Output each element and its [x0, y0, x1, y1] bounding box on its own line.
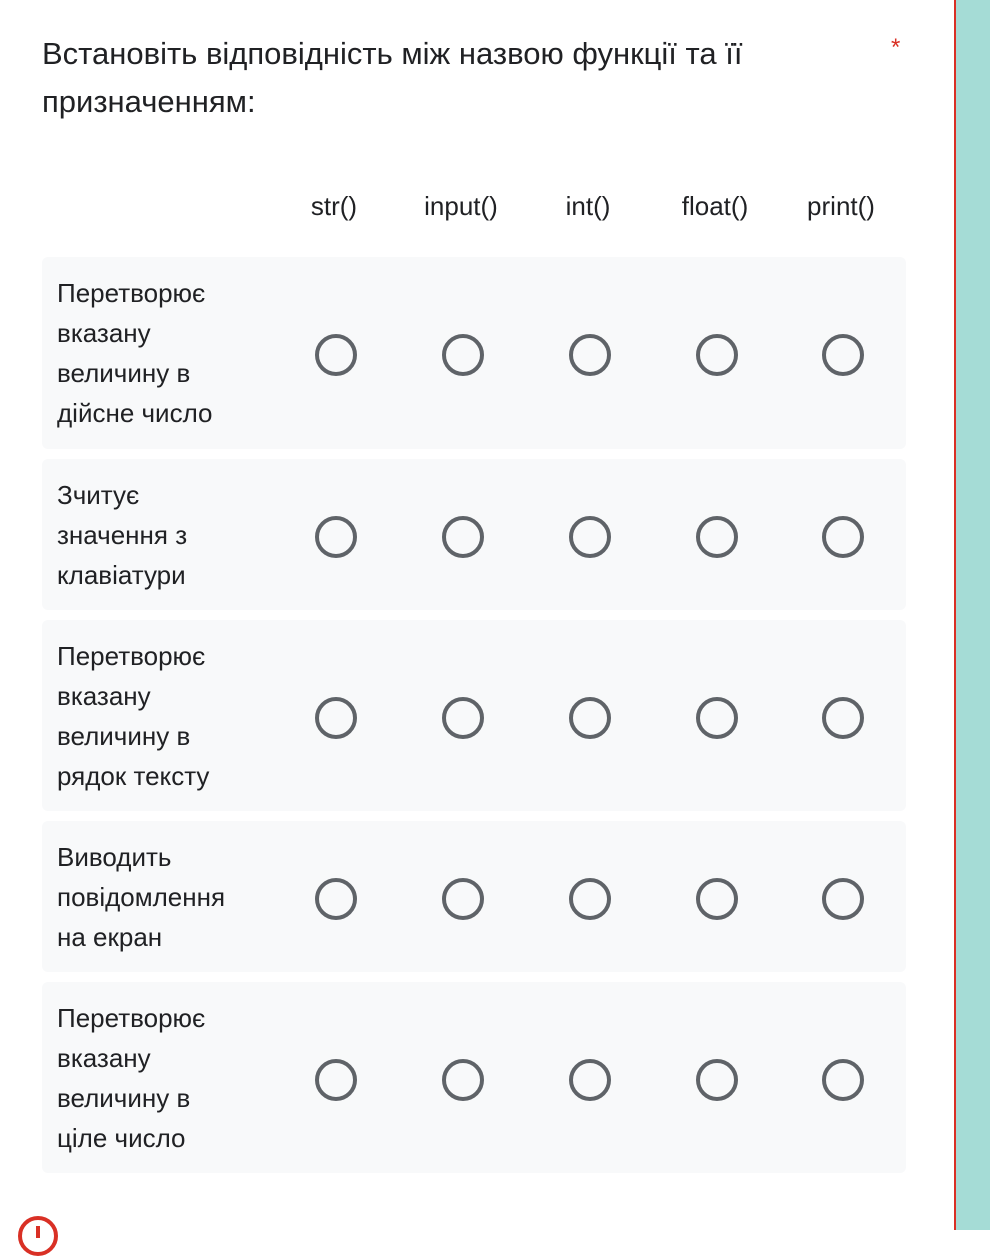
- row-label: Перетворює вказану величину в дійсне число: [57, 278, 213, 428]
- row-label: Перетворює вказану величину в ціле число: [57, 1002, 206, 1153]
- radio-row5-int[interactable]: [569, 1059, 611, 1101]
- alert-circle-icon: [18, 1216, 58, 1256]
- radio-row5-str[interactable]: [315, 1059, 357, 1101]
- column-header-float: float(): [681, 191, 749, 221]
- radio-row2-int[interactable]: [569, 516, 611, 558]
- radio-row4-float[interactable]: [696, 878, 738, 920]
- radio-row1-str[interactable]: [315, 334, 357, 376]
- row-label: Зчитує значення з клавіатури: [57, 479, 188, 590]
- column-header-print: print(): [807, 191, 875, 221]
- radio-row2-float[interactable]: [696, 516, 738, 558]
- column-header-int: int(): [565, 191, 611, 221]
- radio-row1-print[interactable]: [822, 334, 864, 376]
- radio-row3-input[interactable]: [442, 697, 484, 739]
- radio-row3-int[interactable]: [569, 697, 611, 739]
- radio-row4-str[interactable]: [315, 878, 357, 920]
- radio-row3-print[interactable]: [822, 697, 864, 739]
- radio-row1-int[interactable]: [569, 334, 611, 376]
- row-label: Виводить повідомлення на екран: [57, 841, 226, 952]
- radio-row3-str[interactable]: [315, 697, 357, 739]
- grid-row-int: [42, 982, 906, 1173]
- window-edge-strip: [954, 0, 990, 1230]
- radio-row4-print[interactable]: [822, 878, 864, 920]
- row-label: Перетворює вказану величину в рядок тексту: [57, 640, 210, 791]
- required-asterisk: *: [891, 34, 901, 61]
- radio-row1-input[interactable]: [442, 334, 484, 376]
- error-message: [118, 1220, 718, 1240]
- question-title: Встановіть відповідність між назвою функції та її призначенням:: [42, 36, 743, 119]
- radio-row1-float[interactable]: [696, 334, 738, 376]
- column-headers: [0, 186, 954, 226]
- radio-row2-input[interactable]: [442, 516, 484, 558]
- grid-row-print: [42, 821, 906, 972]
- radio-row3-float[interactable]: [696, 697, 738, 739]
- radio-row2-print[interactable]: [822, 516, 864, 558]
- radio-row5-float[interactable]: [696, 1059, 738, 1101]
- radio-row5-print[interactable]: [822, 1059, 864, 1101]
- grid-row-str: [42, 620, 906, 811]
- radio-row5-input[interactable]: [442, 1059, 484, 1101]
- grid-row-input: [42, 459, 906, 610]
- grid-row-float: [42, 257, 906, 449]
- radio-row4-input[interactable]: [442, 878, 484, 920]
- column-header-str: str(): [310, 191, 358, 221]
- radio-row2-str[interactable]: [315, 516, 357, 558]
- choice-grid: [42, 257, 906, 1183]
- radio-row4-int[interactable]: [569, 878, 611, 920]
- column-header-input: input(): [424, 191, 498, 221]
